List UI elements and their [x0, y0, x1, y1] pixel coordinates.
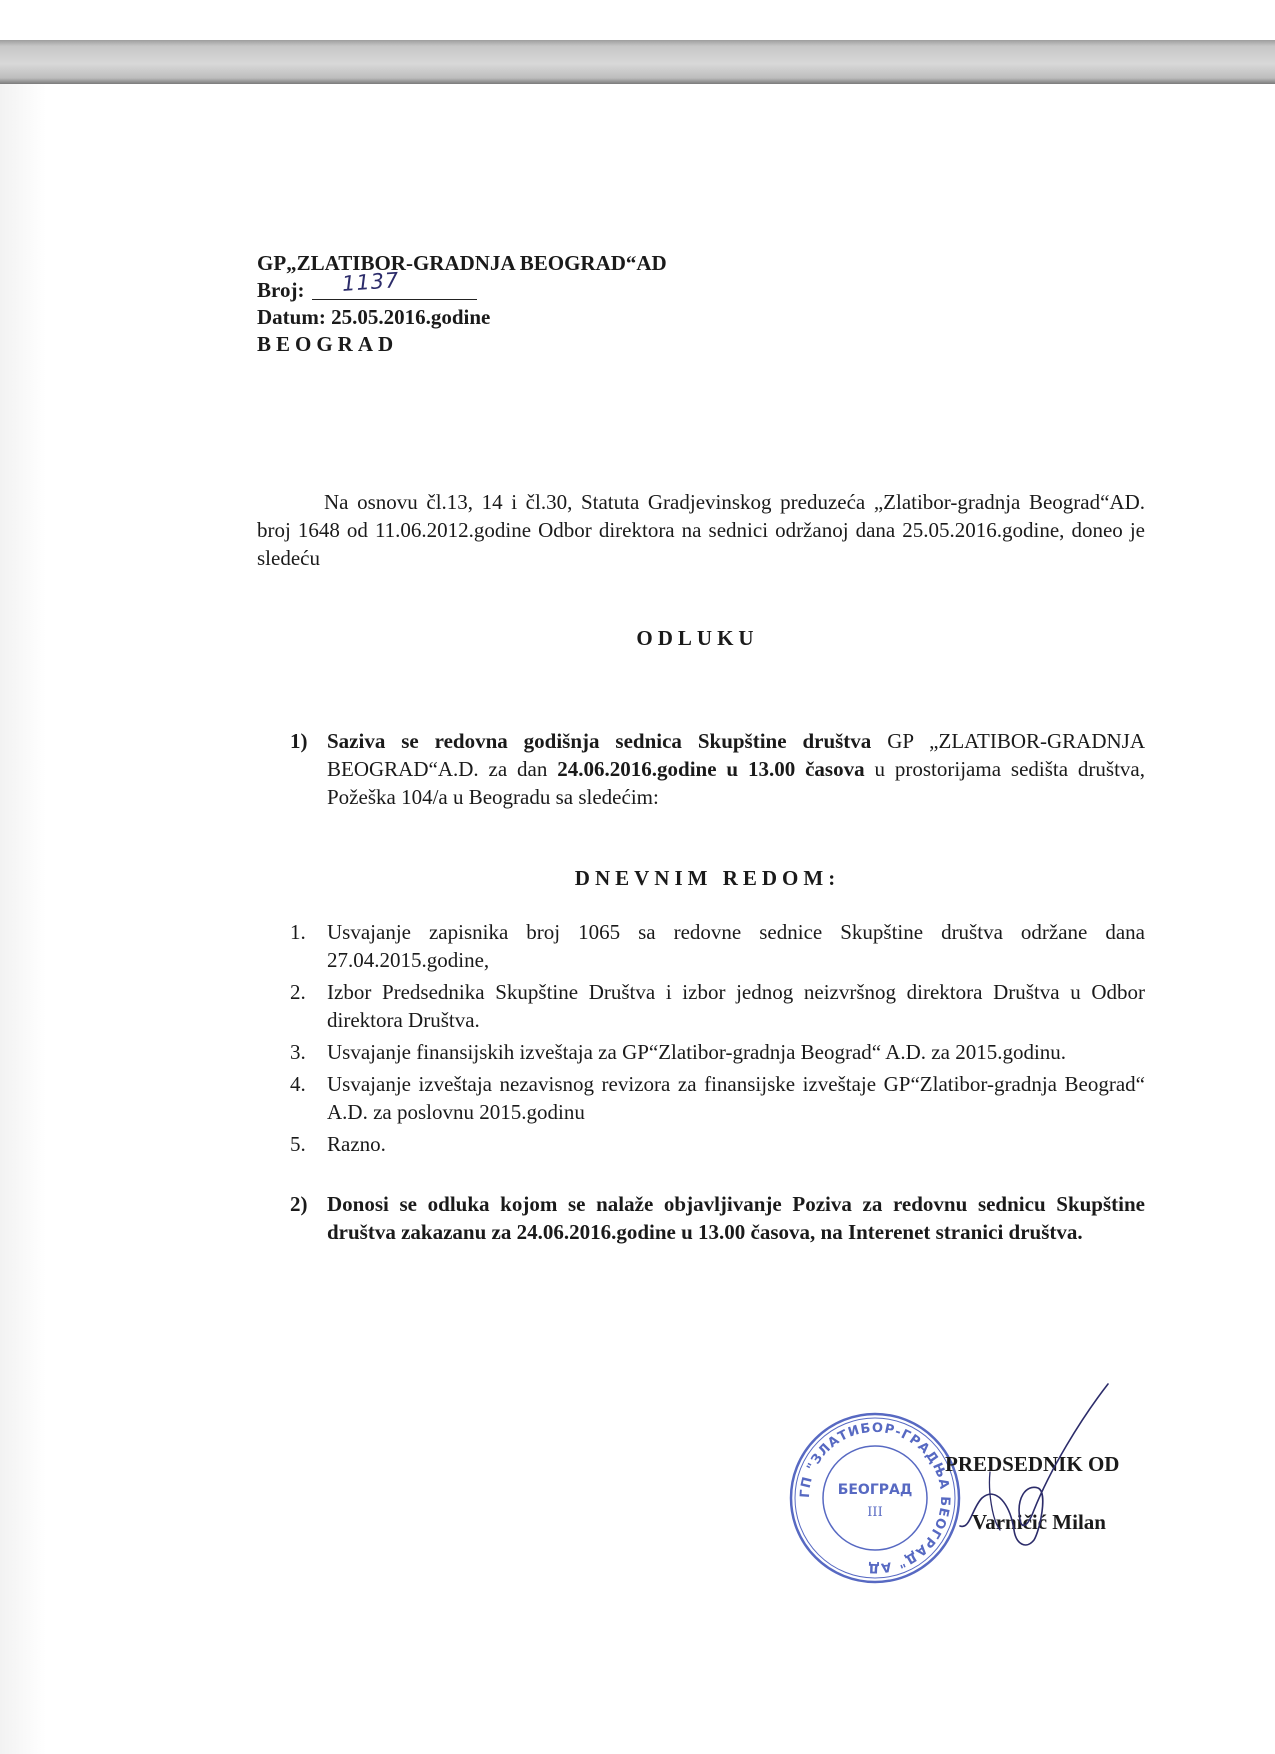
intro-paragraph: Na osnovu čl.13, 14 i čl.30, Statuta Gradjevinskog preduzeća „Zlatibor-gradnja Beograd“AD. broj 1648 od 11.06.2012.godine Odbor direktora na sednici održanoj dana 25.05.2016.godine, doneo je sledeću: [257, 490, 1145, 570]
decision-2-number: 2): [290, 1192, 308, 1216]
agenda-list: [290, 918, 1145, 1162]
stamp-roman: III: [867, 1505, 883, 1520]
broj-label: Broj:: [257, 278, 305, 302]
handwritten-signature-icon: [930, 1380, 1120, 1560]
signature-name: Varničić Milan: [972, 1510, 1106, 1534]
agenda-item: 5. Razno.: [290, 1132, 386, 1156]
agenda-item: 3. Usvajanje finansijskih izveštaja za GP“Zlatibor-gradnja Beograd“ A.D. za 2015.godinu.: [290, 1040, 1067, 1064]
broj-line: [257, 268, 667, 304]
decision-2-text: Donosi se odluka kojom se nalaže objavljivanje Poziva za redovnu sednicu Skupštine društva zakazanu za 24.06.2016.godine u 13.00 časova, na Interenet stranici društva.: [327, 1192, 1145, 1244]
broj-field: [312, 268, 477, 300]
scan-shadow: [0, 84, 46, 1754]
decision-1-text: Saziva se redovna godišnja sednica Skupštine društva GP „ZLATIBOR-GRADNJA BEOGRAD“A.D. za dan 24.06.2016.godine u 13.00 časova u prostorijama sedišta društva, Požeška 104/a u Beogradu sa sledećim:: [327, 729, 1146, 809]
agenda-item: 2. Izbor Predsednika Skupštine Društva i izbor jednog neizvršnog direktora Društva u Odbor direktora Društva.: [290, 980, 1145, 1032]
agenda-item: 1. Usvajanje zapisnika broj 1065 sa redovne sednice Skupštine društva održane dana 27.04.2015.godine,: [290, 920, 1145, 972]
stamp-ring-text: ГП "ЗЛАТИБОР-ГРАДЊА БЕОГРАД" АД: [797, 1420, 953, 1576]
agenda-title: DNEVNIM REDOM:: [574, 866, 841, 890]
stamp-city: БЕОГРАД: [837, 1482, 913, 1498]
document-city: BEOGRAD: [257, 332, 399, 356]
document-title: ODLUKU: [636, 626, 759, 650]
document-date: Datum: 25.05.2016.godine: [257, 305, 491, 329]
decision-1-number: 1): [290, 729, 308, 753]
document-header: [257, 250, 667, 358]
company-name: GP„ZLATIBOR-GRADNJA BEOGRAD“AD: [257, 251, 667, 275]
signature-title: PREDSEDNIK OD: [945, 1452, 1120, 1476]
broj-handwritten: 1137: [341, 268, 401, 296]
scanner-edge: [0, 40, 1275, 84]
agenda-item: 4. Usvajanje izveštaja nezavisnog revizora za finansijske izveštaje GP“Zlatibor-gradnja Beograd“ A.D. za poslovnu 2015.godinu: [290, 1072, 1145, 1124]
